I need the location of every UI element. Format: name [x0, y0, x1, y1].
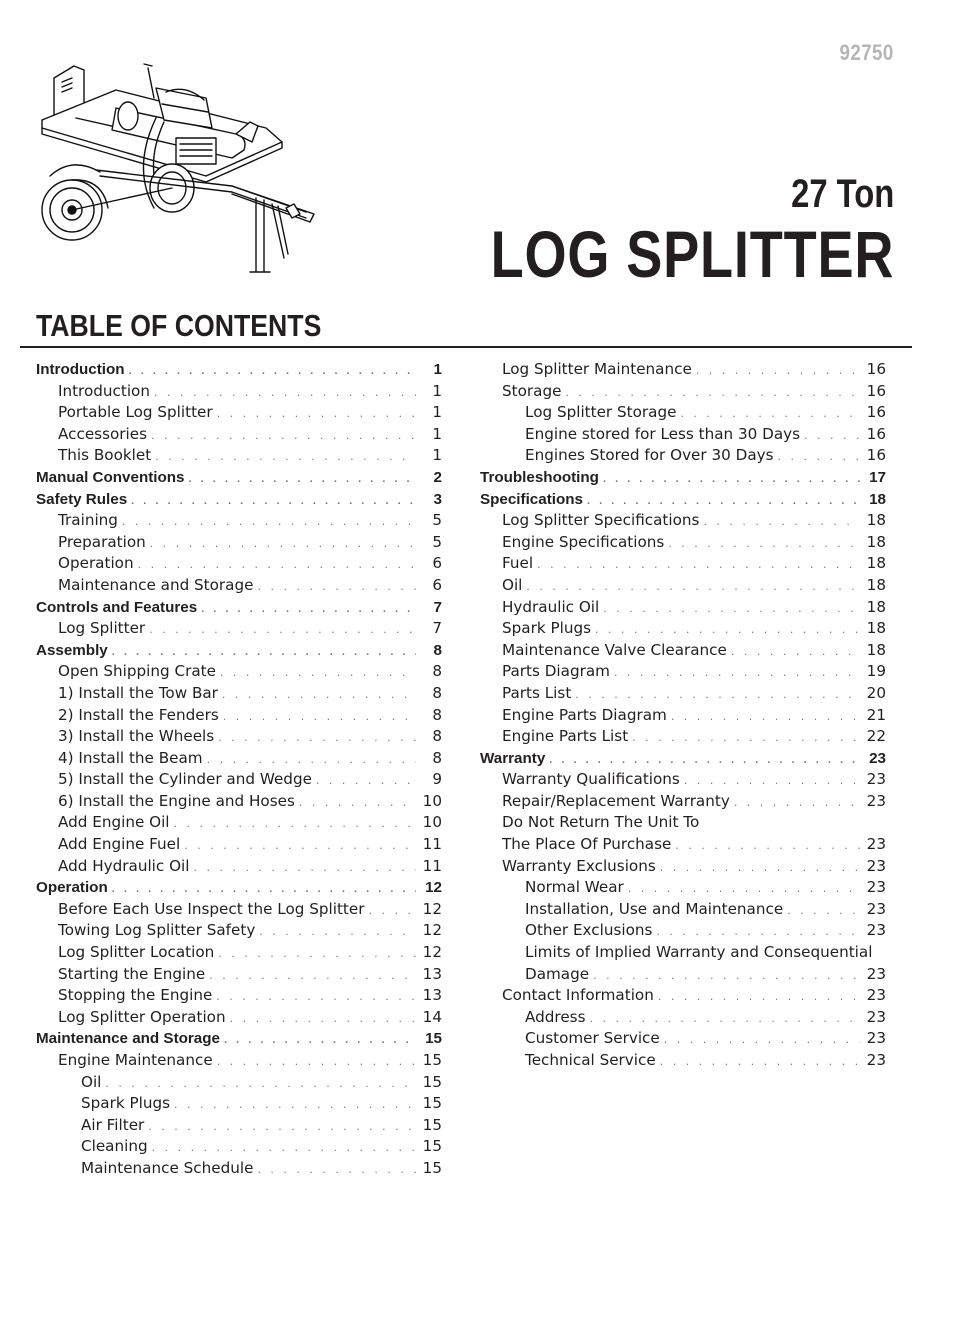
toc-entry-title: 6) Install the Engine and Hoses	[58, 791, 295, 810]
toc-entry[interactable]	[36, 359, 442, 381]
toc-entry[interactable]	[36, 683, 442, 705]
toc-entry-title: Limits of Implied Warranty and Consequential	[525, 943, 873, 962]
toc-entry[interactable]	[480, 381, 886, 403]
toc-entry-page: 19	[866, 662, 886, 681]
toc-entry[interactable]	[480, 856, 886, 878]
toc-entry-page: 23	[866, 1007, 886, 1026]
toc-entry-page: 16	[866, 403, 886, 422]
toc-entry-page: 6	[432, 575, 442, 594]
toc-entry-title: Maintenance and Storage	[58, 575, 254, 594]
toc-leader-dots	[658, 986, 860, 1008]
toc-entry-page: 15	[422, 1115, 442, 1134]
toc-entry[interactable]	[480, 640, 886, 662]
toc-entry-title: Portable Log Splitter	[58, 403, 213, 422]
toc-leader-dots	[209, 965, 416, 987]
toc-entry-page: 1	[433, 361, 442, 378]
toc-entry-title: Manual Conventions	[36, 468, 185, 486]
document-title: LOG SPLITTER	[490, 217, 894, 291]
toc-entry-page: 23	[866, 899, 886, 918]
toc-entry-title: Maintenance and Storage	[36, 1030, 220, 1048]
toc-entry-page: 23	[866, 835, 886, 854]
toc-leader-dots	[549, 750, 860, 772]
toc-entry[interactable]	[480, 553, 886, 575]
toc-entry-title: Installation, Use and Maintenance	[525, 899, 784, 918]
toc-leader-dots	[587, 491, 860, 513]
toc-entry-title: Starting the Engine	[58, 964, 206, 983]
toc-leader-dots	[660, 1051, 860, 1073]
toc-entry[interactable]	[480, 1028, 886, 1050]
toc-entry[interactable]	[480, 359, 886, 381]
toc-leader-dots	[148, 1116, 416, 1138]
toc-entry-page: 18	[866, 554, 886, 573]
toc-entry-page: 23	[866, 921, 886, 940]
toc-entry-title: Air Filter	[81, 1115, 145, 1134]
toc-entry[interactable]	[36, 1007, 442, 1029]
part-number: 92750	[839, 40, 894, 65]
toc-entry-title: Address	[525, 1007, 586, 1026]
toc-entry[interactable]	[36, 748, 442, 770]
toc-entry[interactable]	[480, 877, 886, 899]
toc-leader-dots	[565, 382, 860, 404]
toc-entry[interactable]	[480, 1050, 886, 1072]
toc-leader-dots	[222, 684, 416, 706]
toc-entry-title: Do Not Return The Unit To	[502, 813, 700, 832]
toc-leader-dots	[696, 360, 860, 382]
toc-entry-page: 8	[432, 748, 442, 767]
toc-entry-page: 11	[422, 835, 442, 854]
toc-entry-page: 23	[866, 964, 886, 983]
toc-entry-page: 11	[422, 856, 442, 875]
toc-entry[interactable]	[36, 1050, 442, 1072]
toc-leader-dots	[589, 1008, 860, 1030]
toc-entry-title: Normal Wear	[525, 878, 624, 897]
toc-entry[interactable]	[480, 575, 886, 597]
toc-leader-dots	[174, 813, 416, 835]
toc-entry[interactable]	[480, 445, 886, 467]
toc-entry[interactable]	[36, 812, 442, 834]
toc-leader-dots	[656, 921, 860, 943]
toc-leader-dots	[150, 533, 416, 555]
toc-entry[interactable]	[480, 964, 886, 986]
toc-leader-dots	[154, 382, 416, 404]
toc-entry-page: 12	[425, 879, 442, 897]
toc-entry[interactable]	[480, 834, 886, 856]
toc-entry-title: Accessories	[58, 424, 148, 443]
toc-entry-title: Log Splitter Location	[58, 943, 215, 962]
toc-entry[interactable]	[36, 618, 442, 640]
toc-entry[interactable]	[480, 683, 886, 705]
toc-leader-dots	[220, 662, 416, 684]
toc-entry-title: Other Exclusions	[525, 921, 653, 940]
toc-entry-page: 15	[422, 1051, 442, 1069]
toc-leader-dots	[217, 403, 416, 425]
toc-entry-title: Technical Service	[525, 1051, 656, 1069]
toc-column-left	[36, 359, 442, 1180]
toc-entry[interactable]	[36, 467, 442, 489]
toc-entry-title: Engine Specifications	[502, 532, 665, 551]
toc-leader-dots	[664, 1029, 860, 1051]
toc-leader-dots	[660, 857, 860, 879]
toc-entry-title: 5) Install the Cylinder and Wedge	[58, 770, 312, 789]
toc-leader-dots	[217, 1051, 416, 1073]
toc-entry-page: 18	[869, 490, 886, 508]
toc-leader-dots	[152, 1137, 416, 1159]
toc-entry-page: 23	[866, 1051, 886, 1069]
toc-entry-page: 15	[422, 1072, 442, 1091]
toc-entry-page: 15	[425, 1030, 442, 1048]
toc-entry-page: 8	[433, 641, 442, 659]
toc-entry-title: Stopping the Engine	[58, 986, 213, 1005]
toc-entry-page: 18	[866, 532, 886, 551]
toc-leader-dots	[151, 425, 416, 447]
toc-leader-dots	[230, 1008, 416, 1030]
toc-entry-page: 18	[866, 597, 886, 616]
toc-entry-title: Safety Rules	[36, 490, 128, 508]
toc-heading: TABLE OF CONTENTS	[36, 308, 322, 343]
toc-entry-title: Engine Parts List	[502, 727, 629, 746]
toc-entry[interactable]	[36, 381, 442, 403]
toc-entry-page: 2	[433, 468, 442, 486]
toc-entry-title: Warranty Exclusions	[502, 856, 656, 875]
toc-leader-dots	[218, 727, 416, 749]
toc-leader-dots	[537, 554, 860, 576]
toc-leader-dots	[299, 792, 416, 814]
toc-entry-title: Log Splitter Storage	[525, 403, 677, 422]
toc-entry-title: Assembly	[36, 641, 108, 659]
toc-entry[interactable]	[36, 597, 442, 619]
toc-leader-dots	[593, 965, 860, 987]
toc-entry-page: 16	[866, 381, 886, 400]
toc-leader-dots	[778, 446, 860, 468]
toc-leader-dots	[368, 900, 416, 922]
toc-entry[interactable]	[36, 532, 442, 554]
toc-entry-page: 17	[869, 468, 886, 486]
toc-entry-title: Troubleshooting	[480, 468, 599, 486]
toc-entry-page: 8	[432, 705, 442, 724]
toc-leader-dots	[595, 619, 860, 641]
toc-leader-dots	[603, 469, 860, 491]
toc-leader-dots	[603, 598, 860, 620]
toc-leader-dots	[575, 684, 860, 706]
toc-entry-page: 1	[432, 403, 442, 422]
toc-leader-dots	[105, 1073, 416, 1095]
toc-entry[interactable]	[36, 1115, 442, 1137]
toc-entry[interactable]	[36, 445, 442, 467]
toc-entry-page: 20	[866, 683, 886, 702]
toc-entry[interactable]	[480, 705, 886, 727]
toc-entry-title: Warranty Qualifications	[502, 770, 680, 789]
toc-entry[interactable]	[36, 1093, 442, 1115]
toc-entry-page: 18	[866, 511, 886, 530]
title-block	[402, 172, 894, 290]
toc-entry-page: 8	[432, 683, 442, 702]
toc-entry[interactable]	[480, 791, 886, 813]
toc-entry[interactable]	[480, 942, 886, 964]
toc-entry[interactable]	[480, 597, 886, 619]
toc-entry-title: Add Hydraulic Oil	[58, 856, 190, 875]
toc-leader-dots	[680, 403, 860, 425]
toc-leader-dots	[731, 641, 860, 663]
toc-entry-page: 23	[866, 770, 886, 789]
toc-leader-dots	[224, 1030, 416, 1052]
toc-leader-dots	[155, 446, 416, 468]
toc-entry-page: 15	[422, 1137, 442, 1156]
toc-leader-dots	[189, 469, 416, 491]
toc-entry-page: 15	[422, 1094, 442, 1113]
toc-leader-dots	[734, 792, 860, 814]
toc-leader-dots	[112, 879, 416, 901]
toc-entry-title: Fuel	[502, 554, 534, 573]
toc-entry-title: Add Engine Oil	[58, 813, 170, 832]
toc-entry-page: 18	[866, 575, 886, 594]
toc-entry-page: 23	[866, 1029, 886, 1048]
toc-entry-title: Log Splitter Operation	[58, 1007, 226, 1026]
toc-leader-dots	[174, 1094, 416, 1116]
toc-entry-title: Log Splitter Specifications	[502, 511, 700, 530]
toc-entry-page: 1	[432, 446, 442, 465]
toc-entry-title: 2) Install the Fenders	[58, 705, 219, 724]
toc-leader-dots	[223, 706, 416, 728]
toc-entry-page: 5	[432, 532, 442, 551]
toc-entry-page: 18	[866, 619, 886, 638]
toc-entry-page: 6	[432, 554, 442, 573]
heading-rule	[20, 346, 912, 348]
toc-entry[interactable]	[36, 791, 442, 813]
toc-entry-page: 8	[432, 662, 442, 681]
toc-entry[interactable]	[480, 769, 886, 791]
toc-leader-dots	[193, 857, 416, 879]
toc-entry[interactable]	[36, 1072, 442, 1094]
toc-entry-title: Parts List	[502, 683, 572, 702]
toc-leader-dots	[316, 770, 416, 792]
toc-entry[interactable]	[36, 510, 442, 532]
toc-leader-dots	[526, 576, 860, 598]
toc-entry[interactable]	[36, 553, 442, 575]
toc-entry[interactable]	[36, 705, 442, 727]
toc-entry-page: 10	[422, 813, 442, 832]
toc-entry-page: 1	[432, 381, 442, 400]
toc-entry-page: 23	[866, 878, 886, 897]
toc-entry[interactable]	[36, 402, 442, 424]
toc-entry[interactable]	[36, 575, 442, 597]
toc-entry-title: Damage	[525, 964, 590, 983]
toc-entry-page: 23	[869, 749, 886, 767]
toc-entry-title: Parts Diagram	[502, 662, 610, 681]
toc-entry-title: Repair/Replacement Warranty	[502, 791, 730, 810]
toc-entry[interactable]	[36, 1028, 442, 1050]
toc-entry-title: Add Engine Fuel	[58, 835, 181, 854]
toc-leader-dots	[703, 511, 860, 533]
toc-entry-title: Engine stored for Less than 30 Days	[525, 424, 801, 443]
toc-entry[interactable]	[36, 877, 442, 899]
toc-entry-title: Controls and Features	[36, 598, 198, 616]
toc-entry-title: Spark Plugs	[502, 619, 592, 638]
toc-entry[interactable]	[36, 942, 442, 964]
toc-leader-dots	[668, 533, 860, 555]
toc-leader-dots	[684, 770, 860, 792]
toc-entry[interactable]	[480, 661, 886, 683]
toc-entry[interactable]	[480, 467, 886, 489]
toc-leader-dots	[216, 986, 416, 1008]
toc-entry[interactable]	[480, 532, 886, 554]
toc-entry-page: 12	[422, 899, 442, 918]
toc-entry-title: Engines Stored for Over 30 Days	[525, 446, 774, 465]
toc-leader-dots	[138, 554, 416, 576]
toc-entry-title: Before Each Use Inspect the Log Splitter	[58, 899, 365, 918]
toc-entry-title: Introduction	[58, 381, 150, 400]
toc-entry[interactable]	[36, 985, 442, 1007]
toc-entry-title: Warranty	[480, 749, 546, 767]
toc-column-right	[480, 359, 886, 1072]
toc-leader-dots	[804, 425, 860, 447]
toc-entry[interactable]	[480, 618, 886, 640]
toc-entry-title: Log Splitter Maintenance	[502, 360, 692, 378]
toc-entry[interactable]	[36, 856, 442, 878]
toc-entry-title: Specifications	[480, 490, 583, 508]
toc-entry-page: 16	[866, 424, 886, 443]
toc-entry-page: 13	[422, 964, 442, 983]
toc-entry-title: Towing Log Splitter Safety	[58, 921, 256, 940]
toc-entry-title: Engine Maintenance	[58, 1051, 213, 1069]
toc-entry[interactable]	[36, 726, 442, 748]
toc-entry-page: 7	[433, 598, 442, 616]
toc-entry-page: 14	[422, 1007, 442, 1026]
toc-entry-title: Engine Parts Diagram	[502, 705, 667, 724]
toc-entry[interactable]	[36, 489, 442, 511]
toc-leader-dots	[218, 943, 416, 965]
toc-leader-dots	[201, 599, 416, 621]
toc-entry[interactable]	[480, 726, 886, 748]
toc-leader-dots	[614, 662, 860, 684]
toc-entry-page: 22	[866, 727, 886, 746]
toc-leader-dots	[671, 706, 860, 728]
toc-entry-page: 7	[432, 619, 442, 638]
toc-leader-dots	[184, 835, 416, 857]
toc-entry-page: 3	[433, 490, 442, 508]
toc-leader-dots	[675, 835, 860, 857]
toc-entry[interactable]	[36, 834, 442, 856]
toc-entry-title: This Booklet	[58, 446, 152, 465]
toc-entry[interactable]	[480, 1007, 886, 1029]
toc-entry[interactable]	[480, 748, 886, 770]
toc-entry-page: 23	[866, 791, 886, 810]
toc-entry[interactable]	[36, 1136, 442, 1158]
toc-entry-page: 9	[432, 770, 442, 789]
toc-entry-page: 16	[866, 360, 886, 378]
toc-entry[interactable]	[480, 812, 886, 834]
toc-entry-page: 13	[422, 986, 442, 1005]
toc-leader-dots	[149, 619, 416, 641]
toc-entry-title: Open Shipping Crate	[58, 662, 216, 681]
log-splitter-illustration	[36, 58, 318, 280]
toc-entry-page: 16	[866, 446, 886, 465]
toc-entry-page: 1	[432, 424, 442, 443]
toc-leader-dots	[129, 361, 416, 383]
toc-entry[interactable]	[480, 424, 886, 446]
toc-leader-dots	[628, 878, 860, 900]
toc-entry-title: 3) Install the Wheels	[58, 727, 215, 746]
toc-leader-dots	[207, 749, 416, 771]
toc-entry-page: 12	[422, 943, 442, 962]
toc-leader-dots	[257, 576, 416, 598]
toc-leader-dots	[787, 900, 860, 922]
toc-leader-dots	[131, 491, 416, 513]
toc-entry-page: 23	[866, 986, 886, 1005]
toc-entry-title: Hydraulic Oil	[502, 597, 600, 616]
toc-entry-title: Maintenance Schedule	[81, 1158, 254, 1177]
toc-entry-title: Maintenance Valve Clearance	[502, 640, 727, 659]
toc-entry[interactable]	[36, 640, 442, 662]
toc-entry-title: 4) Install the Beam	[58, 748, 203, 767]
toc-entry-title: Storage	[502, 381, 562, 400]
toc-entry[interactable]	[480, 899, 886, 921]
toc-entry[interactable]	[480, 489, 886, 511]
toc-entry[interactable]	[36, 920, 442, 942]
toc-entry[interactable]	[36, 769, 442, 791]
toc-entry[interactable]	[480, 920, 886, 942]
toc-entry-title: The Place Of Purchase	[502, 835, 672, 854]
toc-entry-page: 18	[866, 640, 886, 659]
toc-entry-title: Spark Plugs	[81, 1094, 171, 1113]
toc-entry-title: Operation	[36, 879, 108, 897]
toc-entry[interactable]	[36, 899, 442, 921]
toc-entry[interactable]	[480, 402, 886, 424]
toc-leader-dots	[632, 727, 860, 749]
toc-leader-dots	[112, 642, 416, 664]
toc-entry-page: 8	[432, 727, 442, 746]
toc-entry[interactable]	[36, 661, 442, 683]
toc-entry-title: Preparation	[58, 532, 146, 551]
toc-entry-title: Training	[58, 511, 118, 530]
toc-leader-dots	[122, 511, 416, 533]
toc-entry-title: Operation	[58, 554, 134, 573]
toc-entry-page: 12	[422, 921, 442, 940]
toc-entry-title: Oil	[81, 1072, 102, 1091]
toc-entry-title: 1) Install the Tow Bar	[58, 683, 218, 702]
toc-entry-page: 23	[866, 856, 886, 875]
toc-entry-page: 15	[422, 1158, 442, 1177]
toc-entry[interactable]	[480, 985, 886, 1007]
toc-entry-page: 21	[866, 705, 886, 724]
toc-entry-title: Log Splitter	[58, 619, 146, 638]
toc-entry-title: Oil	[502, 575, 523, 594]
toc-entry-page: 10	[422, 791, 442, 810]
document-subtitle: 27 Ton	[790, 172, 894, 216]
toc-entry-title: Customer Service	[525, 1029, 660, 1048]
toc-entry[interactable]	[36, 424, 442, 446]
toc-entry-page: 5	[432, 511, 442, 530]
toc-entry[interactable]	[480, 510, 886, 532]
toc-entry[interactable]	[36, 1158, 442, 1180]
toc-leader-dots	[257, 1159, 416, 1181]
toc-entry-title: Introduction	[36, 361, 125, 378]
toc-entry-title: Contact Information	[502, 986, 654, 1005]
toc-entry-title: Cleaning	[81, 1137, 148, 1156]
toc-leader-dots	[259, 921, 416, 943]
toc-entry[interactable]	[36, 964, 442, 986]
